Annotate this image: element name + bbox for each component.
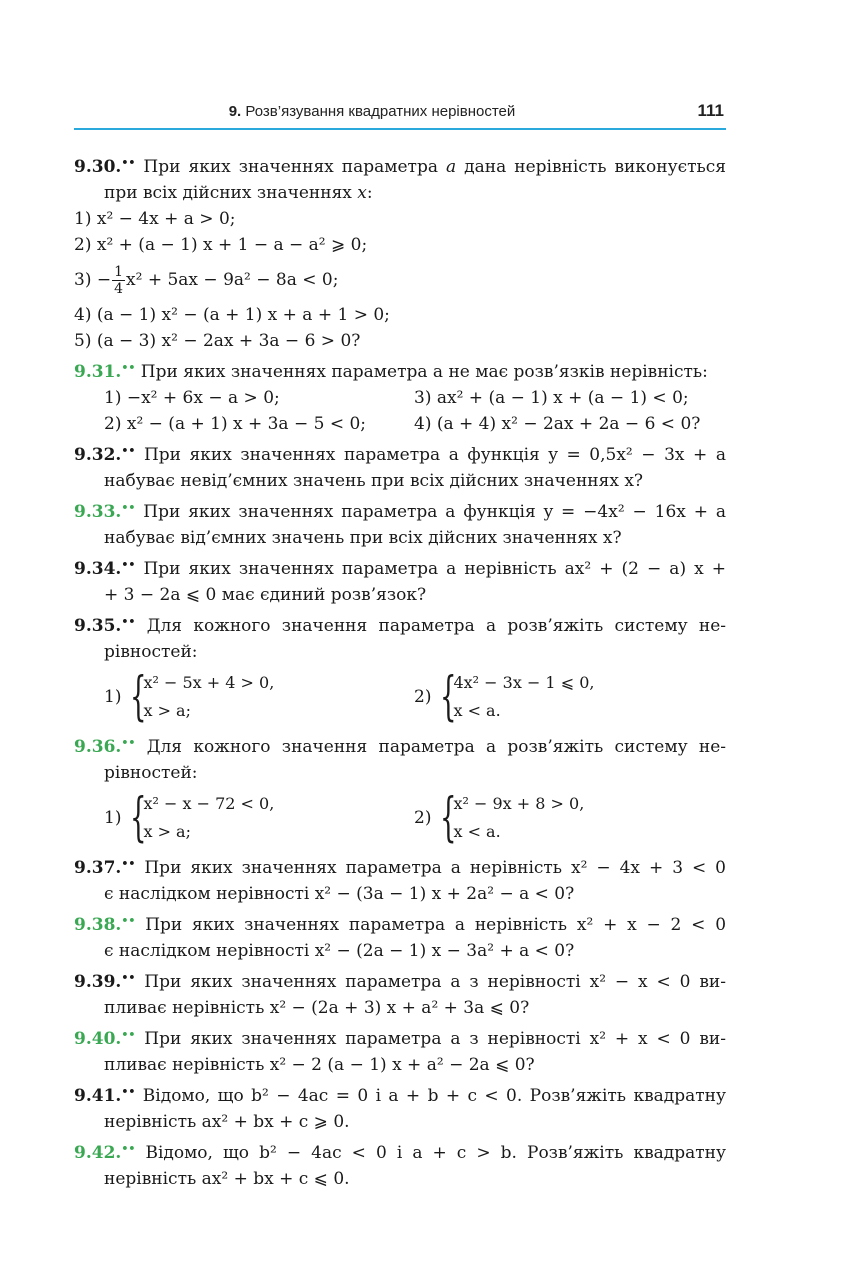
problem-item: 2) x² − (a + 1) x + 3a − 5 < 0; <box>104 414 367 434</box>
problem-text: + 3 − 2a ⩽ 0 має єдиний розв’язок? <box>104 585 427 605</box>
problem-number: 9.41.•• <box>74 1085 136 1106</box>
problem-9-35 <box>74 609 726 729</box>
problem-text: При яких значеннях параметра a нерівність ax² + (2 − a) x + <box>143 559 727 579</box>
problem-number: 9.31.•• <box>74 361 136 382</box>
problem-9-32 <box>74 438 726 494</box>
problem-item: 3) ax² + (a − 1) x + (a − 1) < 0; <box>414 388 689 408</box>
page-header <box>74 100 726 130</box>
problem-item: 4) (a − 1) x² − (a + 1) x + a + 1 > 0; <box>74 305 390 325</box>
inequality-system: 2) { x² − 9x + 8 > 0, x < a. <box>414 788 585 848</box>
problem-text: Для кожного значення параметра a розв’яжіть систему не- <box>146 616 727 636</box>
problem-9-42 <box>74 1136 726 1192</box>
problem-number: 9.38.•• <box>74 914 136 935</box>
problem-9-38 <box>74 908 726 964</box>
problem-number: 9.34.•• <box>74 558 136 579</box>
problem-9-31 <box>74 355 726 437</box>
problem-item: 5) (a − 3) x² − 2ax + 3a − 6 > 0? <box>74 331 361 351</box>
problem-number: 9.30.•• <box>74 156 136 177</box>
problem-text: нерівність ax² + bx + c ⩽ 0. <box>104 1169 350 1189</box>
problem-number: 9.35.•• <box>74 615 136 636</box>
problem-number: 9.39.•• <box>74 971 136 992</box>
page-number: 111 <box>697 101 724 120</box>
problem-text: є наслідком нерівності x² − (2a − 1) x − 3a² + a < 0? <box>104 941 575 961</box>
inequality-system: 1) { x² − 5x + 4 > 0, x > a; <box>104 667 275 727</box>
problem-text: рівностей: <box>104 642 198 662</box>
chapter-number: 9. <box>228 103 242 120</box>
problem-text: При яких значеннях параметра a функція y = −4x² − 16x + a <box>143 502 727 522</box>
chapter-title <box>74 103 670 120</box>
problem-text: При яких значеннях параметра a не має розв’язків нерівність: <box>140 362 708 382</box>
problem-text: Для кожного значення параметра a розв’яжіть систему не- <box>146 737 727 757</box>
problem-text: При яких значеннях параметра a нерівність x² + x − 2 < 0 <box>145 915 727 935</box>
problem-9-34 <box>74 552 726 608</box>
inequality-system: 2) { 4x² − 3x − 1 ⩽ 0, x < a. <box>414 667 595 727</box>
problem-9-37 <box>74 851 726 907</box>
problem-number: 9.37.•• <box>74 857 136 878</box>
problem-number: 9.33.•• <box>74 501 136 522</box>
problem-text: нерівність ax² + bx + c ⩾ 0. <box>104 1112 350 1132</box>
problem-item: 1) −x² + 6x − a > 0; <box>104 388 280 408</box>
problem-9-30: 9.30.•• При яких значеннях параметра a дана нерівність виконується при всіх дійсних значеннях x: 1) x² − 4x + a > 0; 2) x² + (a − 1) x + 1 − a − a² ⩾ 0; 3) − $\frac{1}{4}$ x² + 5ax − 9a² − 8a < 0; 4) (a − 1) x² − (a + 1) x + a + 1 > 0; 5) (a − 3) x² − 2ax + 3a − 6 > 0? <box>74 150 726 354</box>
problem-text: пливає нерівність x² − (2a + 3) x + a² + 3a ⩽ 0? <box>104 998 530 1018</box>
problem-number: 9.40.•• <box>74 1028 136 1049</box>
problem-item: 1) x² − 4x + a > 0; <box>74 209 236 229</box>
problems-list <box>74 150 726 1193</box>
problem-text: Відомо, що b² − 4ac = 0 і a + b + c < 0. Розв’яжіть квадратну <box>142 1086 726 1106</box>
problem-text: При яких значеннях параметра <box>143 157 446 177</box>
fraction: $\frac{1}{4}$ <box>114 264 124 297</box>
problem-text: При яких значеннях параметра a нерівність x² − 4x + 3 < 0 <box>144 858 726 878</box>
problem-9-40 <box>74 1022 726 1078</box>
problem-text: При яких значеннях параметра a з нерівності x² + x < 0 ви- <box>144 1029 726 1049</box>
problem-text: набуває невід’ємних значень при всіх дійсних значеннях x? <box>104 471 644 491</box>
problem-number: 9.32.•• <box>74 444 136 465</box>
problem-text: при всіх дійсних значеннях <box>104 183 358 203</box>
problem-text: При яких значеннях параметра a з нерівності x² − x < 0 ви- <box>144 972 726 992</box>
problem-item: 4) (a + 4) x² − 2ax + 2a − 6 < 0? <box>414 414 701 434</box>
problem-number: 9.36.•• <box>74 736 136 757</box>
problem-item: 3) − $\frac{1}{4}$ x² + 5ax − 9a² − 8a < 0; <box>74 264 339 297</box>
problem-text: є наслідком нерівності x² − (3a − 1) x + 2a² − a < 0? <box>104 884 575 904</box>
inequality-system: 1) { x² − x − 72 < 0, x > a; <box>104 788 275 848</box>
problem-number: 9.42.•• <box>74 1142 136 1163</box>
problem-9-33 <box>74 495 726 551</box>
problem-item: 2) x² + (a − 1) x + 1 − a − a² ⩾ 0; <box>74 235 368 255</box>
problem-text: набуває від’ємних значень при всіх дійсних значеннях x? <box>104 528 622 548</box>
problem-9-36 <box>74 730 726 850</box>
problem-9-39 <box>74 965 726 1021</box>
problem-text: пливає нерівність x² − 2 (a − 1) x + a² − 2a ⩽ 0? <box>104 1055 535 1075</box>
chapter-title-text: Розв’язування квадратних нерівностей <box>245 103 516 120</box>
problem-9-41 <box>74 1079 726 1135</box>
problem-text: При яких значеннях параметра a функція y = 0,5x² − 3x + a <box>143 445 726 465</box>
problem-text: Відомо, що b² − 4ac < 0 і a + c > b. Розв’яжіть квадратну <box>145 1143 727 1163</box>
problem-text: рівностей: <box>104 763 198 783</box>
